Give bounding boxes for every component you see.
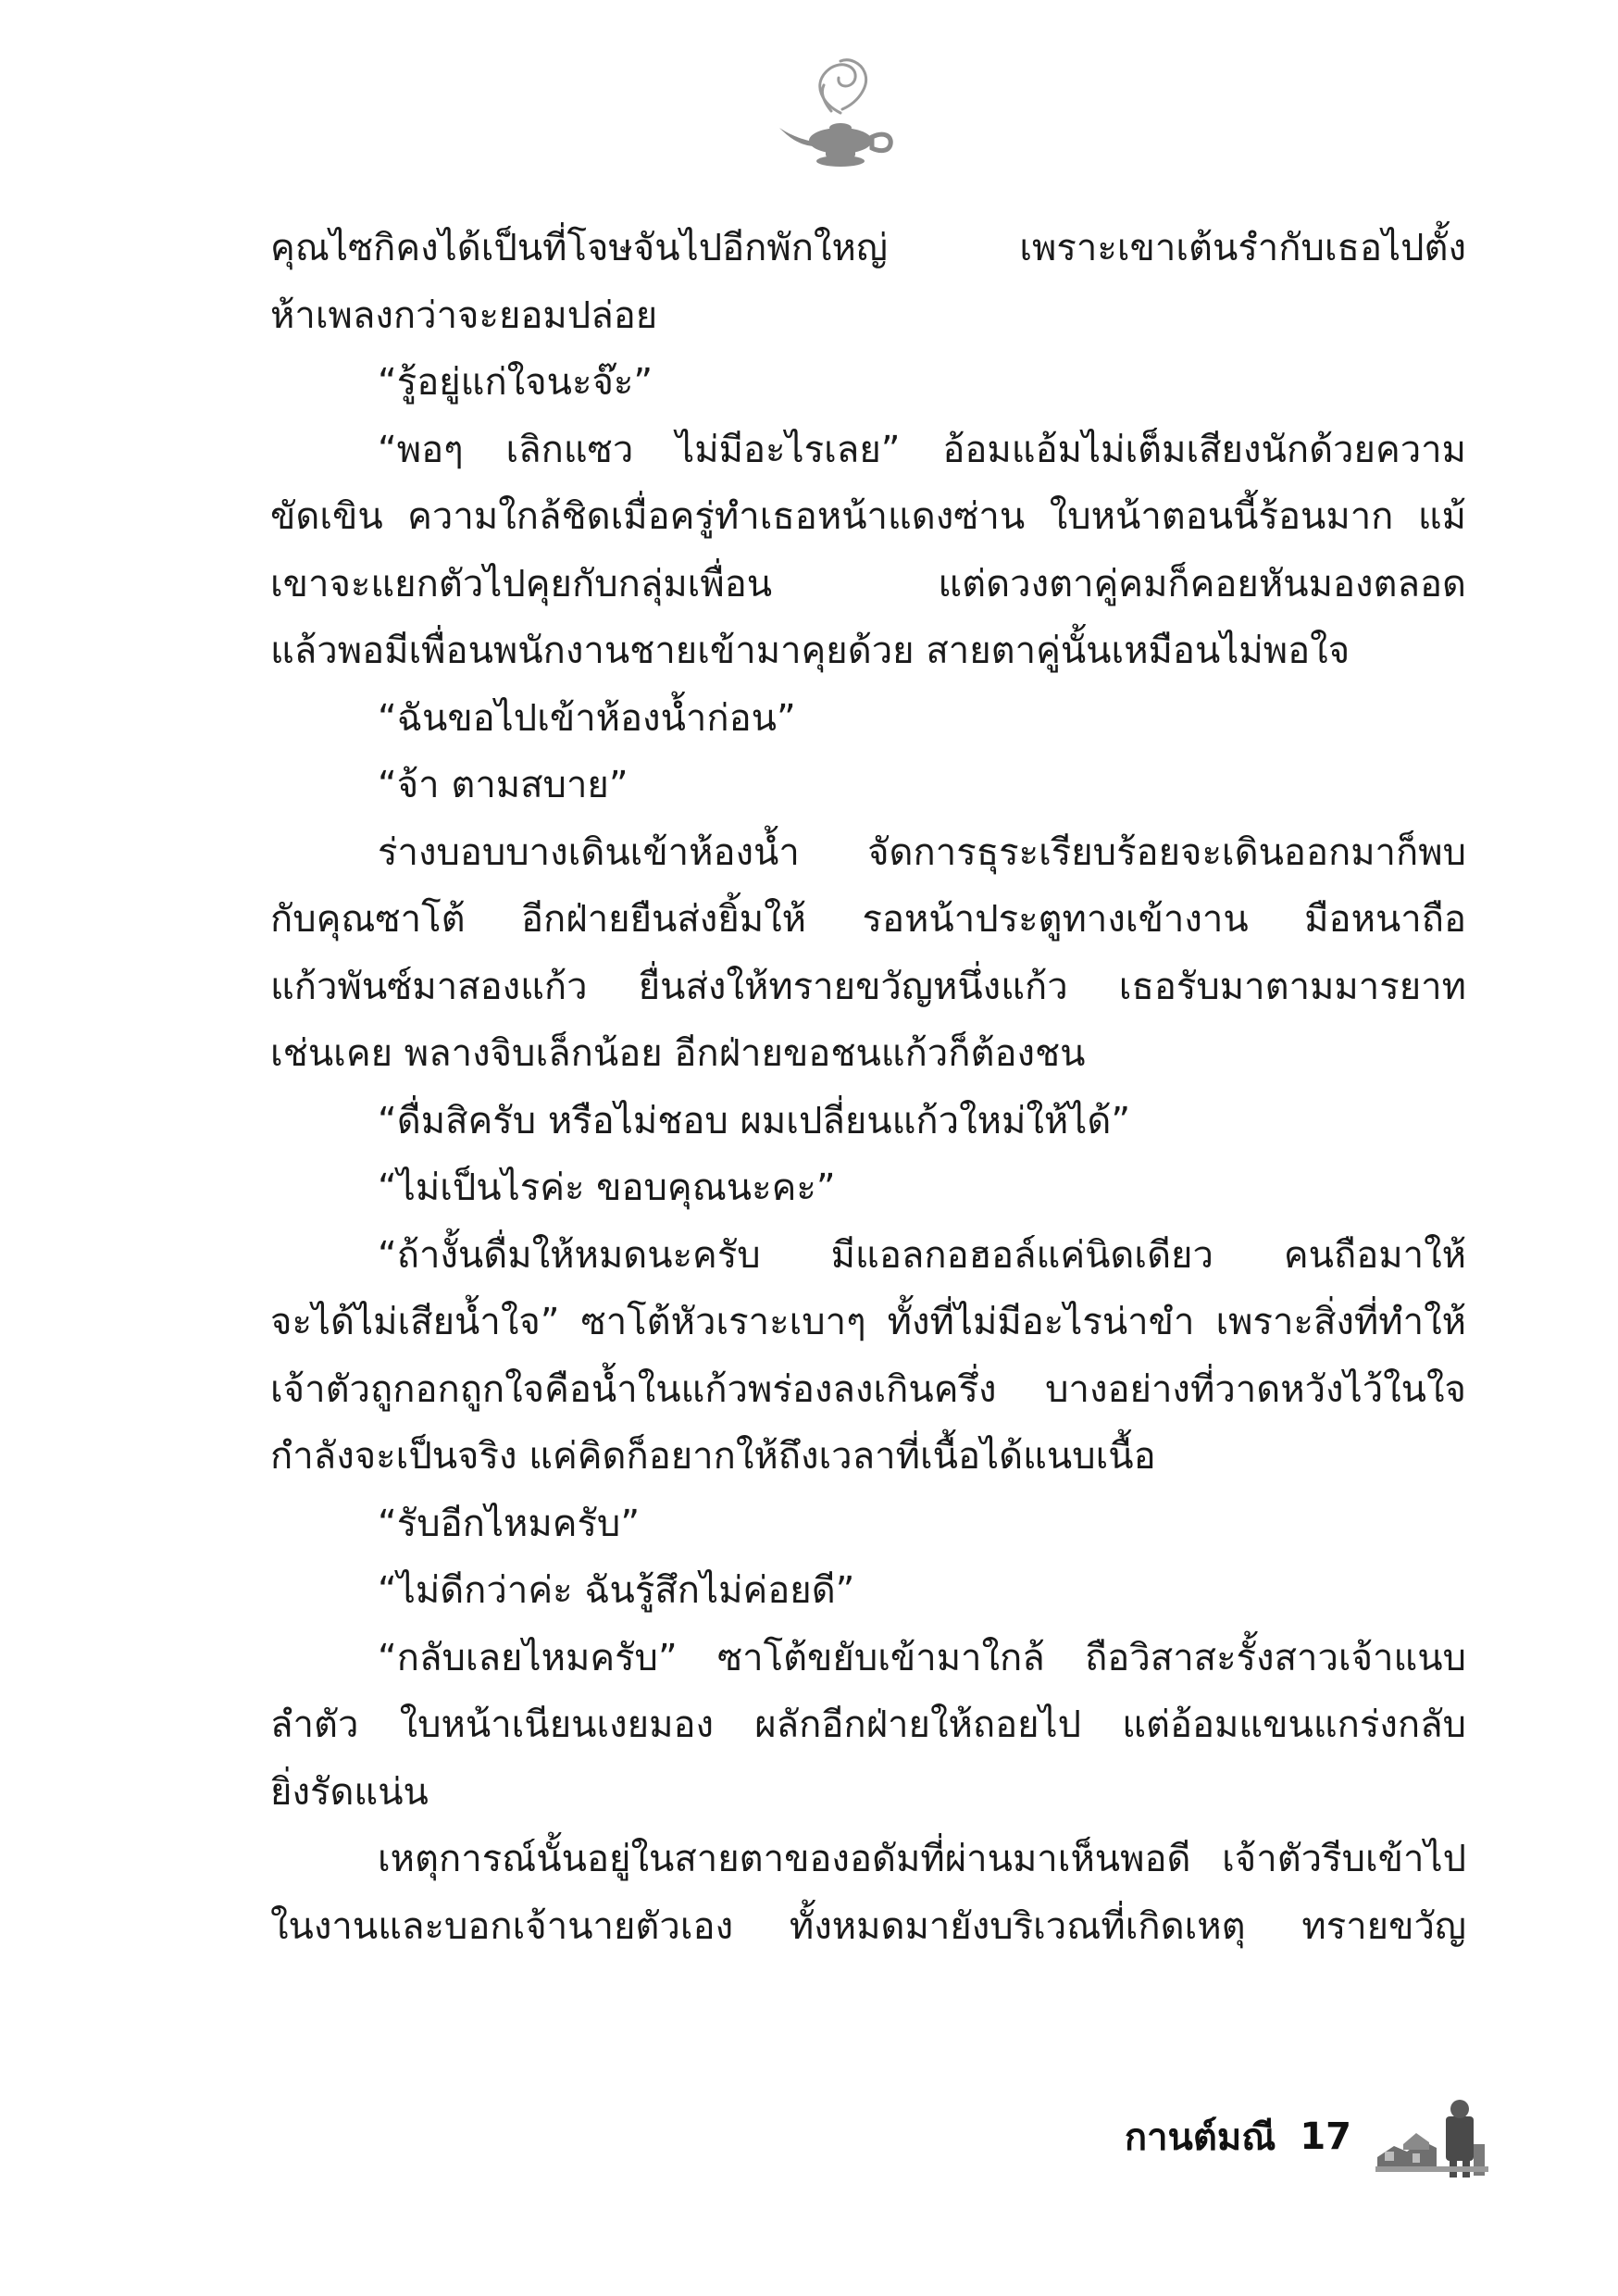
genie-lamp-icon xyxy=(776,48,905,178)
text-line: ลำตัว ใบหน้าเนียนเงยมอง ผลักอีกฝ่ายให้ถอยไป แต่อ้อมแขนแกร่งกลับ xyxy=(270,1703,1466,1746)
text-line: “ถ้างั้นดื่มให้หมดนะครับ มีแอลกอฮอล์แค่นิดเดียว คนถือมาให้ xyxy=(378,1233,1466,1277)
text-line: กำลังจะเป็นจริง แค่คิดก็อยากให้ถึงเวลาที่เนื้อได้แนบเนื้อ xyxy=(270,1435,1156,1478)
text-line: ร่างบอบบางเดินเข้าห้องน้ำ จัดการธุระเรียบร้อยจะเดินออกมาก็พบ xyxy=(378,830,1466,874)
dialogue-line: “รู้อยู่แก่ใจนะจ๊ะ” xyxy=(378,361,653,404)
author-name: กานต์มณี xyxy=(1124,2116,1276,2159)
dialogue-line: “ไม่ดีกว่าค่ะ ฉันรู้สึกไม่ค่อยดี” xyxy=(378,1569,855,1612)
text-line: แก้วพันซ์มาสองแก้ว ยื่นส่งให้ทรายขวัญหนึ่งแก้ว เธอรับมาตามมารยาท xyxy=(270,965,1466,1008)
text-line: จะได้ไม่เสียน้ำใจ” ซาโต้หัวเราะเบาๆ ทั้งที่ไม่มีอะไรน่าขำ เพราะสิ่งที่ทำให้ xyxy=(270,1301,1466,1343)
cottage-illustration-icon xyxy=(1375,2092,1488,2181)
dialogue-line: “รับอีกไหมครับ” xyxy=(378,1502,641,1545)
body-text xyxy=(270,215,1466,1960)
text-line: ห้าเพลงกว่าจะยอมปล่อย xyxy=(270,293,658,337)
text-line: แล้วพอมีเพื่อนพนักงานชายเข้ามาคุยด้วย สายตาคู่นั้นเหมือนไม่พอใจ xyxy=(270,630,1350,672)
text-line: เขาจะแยกตัวไปคุยกับกลุ่มเพื่อน แต่ดวงตาคู่คมก็คอยหันมองตลอด xyxy=(270,562,1466,605)
text-line: เหตุการณ์นั้นอยู่ในสายตาของอดัมที่ผ่านมาเห็นพอดี เจ้าตัวรีบเข้าไป xyxy=(378,1838,1466,1880)
dialogue-line: “ฉันขอไปเข้าห้องน้ำก่อน” xyxy=(378,696,796,740)
text-line: เช่นเคย พลางจิบเล็กน้อย อีกฝ่ายขอชนแก้วก็ต้องชน xyxy=(270,1032,1086,1075)
text-line: ในงานและบอกเจ้านายตัวเอง ทั้งหมดมายังบริเวณที่เกิดเหตุ ทรายขวัญ xyxy=(270,1904,1466,1948)
text-line: คุณไซกิคงได้เป็นที่โจษจันไปอีกพักใหญ่ เพราะเขาเต้นรำกับเธอไปตั้ง xyxy=(270,227,1466,269)
text-line: กับคุณซาโต้ อีกฝ่ายยืนส่งยิ้มให้ รอหน้าประตูทางเข้างาน มือหนาถือ xyxy=(270,898,1466,941)
text-line: เจ้าตัวถูกอกถูกใจคือน้ำในแก้วพร่องลงเกินครึ่ง บางอย่างที่วาดหวังไว้ในใจ xyxy=(270,1367,1466,1411)
page-number: 17 xyxy=(1300,2115,1351,2158)
text-line: ขัดเขิน ความใกล้ชิดเมื่อครู่ทำเธอหน้าแดงซ่าน ใบหน้าตอนนี้ร้อนมาก แม้ xyxy=(270,495,1466,538)
dialogue-line: “จ้า ตามสบาย” xyxy=(378,764,629,806)
text-line: ยิ่งรัดแน่น xyxy=(270,1770,429,1814)
dialogue-line: “ดื่มสิครับ หรือไม่ชอบ ผมเปลี่ยนแก้วใหม่ให้ได้” xyxy=(378,1099,1131,1142)
page-footer xyxy=(1125,2090,1488,2183)
text-line: “กลับเลยไหมครับ” ซาโต้ขยับเข้ามาใกล้ ถือวิสาสะรั้งสาวเจ้าแนบ xyxy=(378,1636,1466,1679)
dialogue-line: “ไม่เป็นไรค่ะ ขอบคุณนะคะ” xyxy=(378,1167,836,1209)
text-line: “พอๆ เลิกแซว ไม่มีอะไรเลย” อ้อมแอ้มไม่เต็มเสียงนักด้วยความ xyxy=(378,428,1466,471)
